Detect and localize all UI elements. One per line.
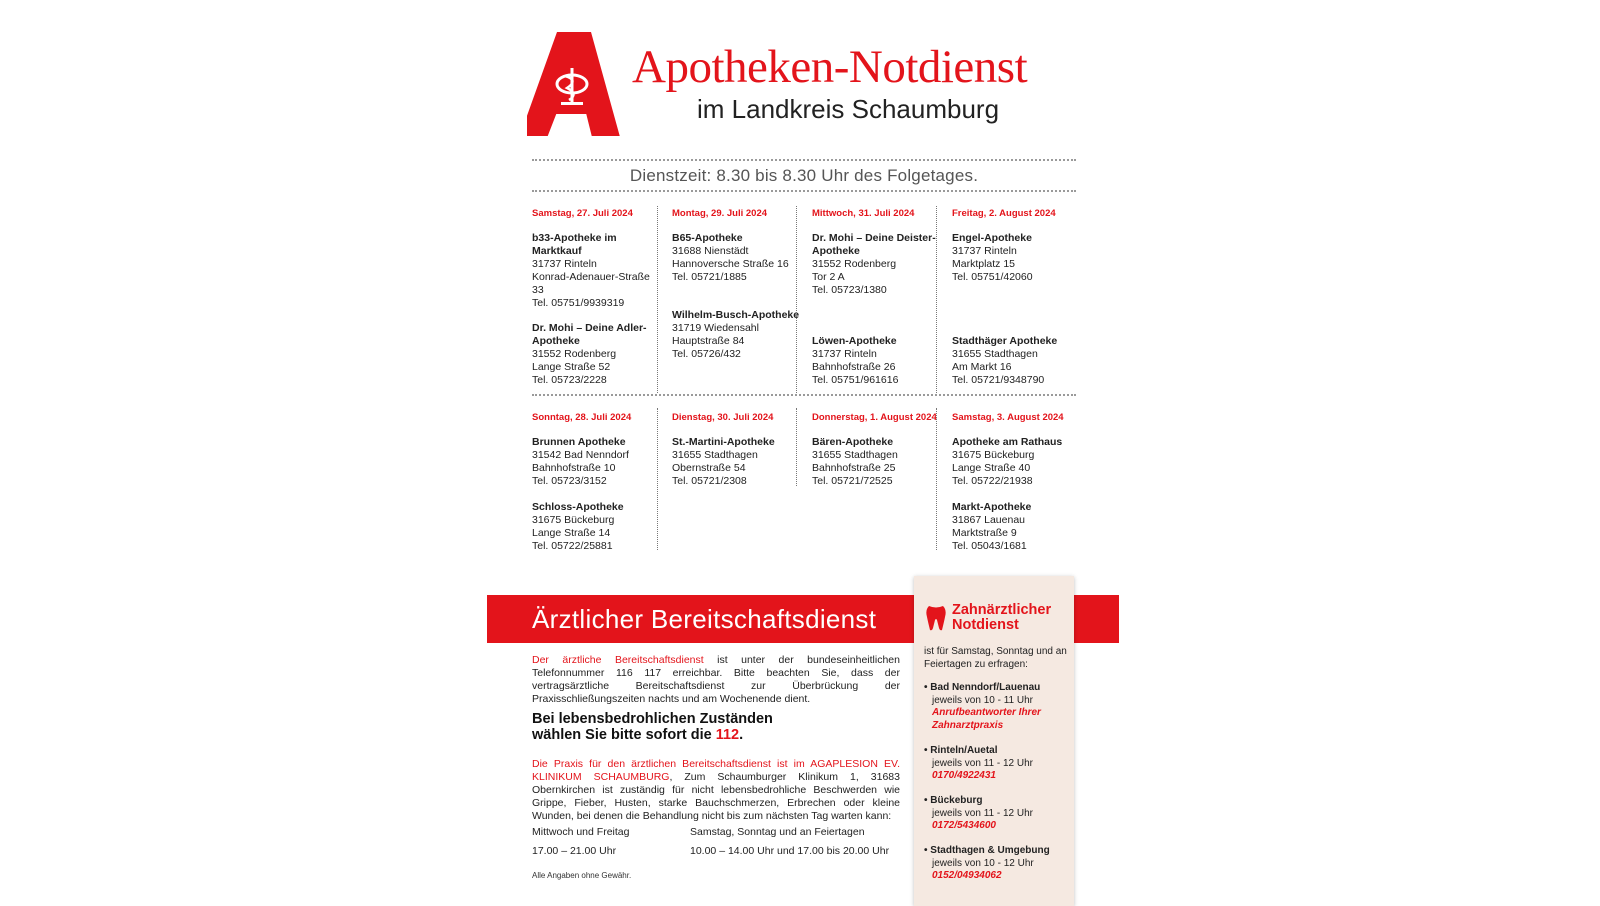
pharmacy-street: Tor 2 A	[812, 271, 845, 283]
pharmacy-logo-icon	[527, 32, 627, 136]
day-column	[672, 411, 804, 500]
day-heading: Donnerstag, 1. August 2024	[812, 412, 937, 423]
day-heading: Mittwoch, 31. Juli 2024	[812, 208, 915, 219]
dental-title-line: Notdienst	[952, 617, 1019, 633]
pharmacy-street: Hauptstraße 84	[672, 335, 745, 347]
dental-time: jeweils von 11 - 12 Uhr	[932, 757, 1033, 769]
pharmacy-city: 31552 Rodenberg	[812, 258, 897, 270]
pharmacy-city: 31719 Wiedensahl	[672, 322, 759, 334]
hours-value: 10.00 – 14.00 Uhr und 17.00 bis 20.00 Uhr	[690, 845, 890, 857]
column-divider	[796, 206, 797, 393]
dental-time: jeweils von 10 - 11 Uhr	[932, 694, 1033, 706]
pharmacy-street: Marktplatz 15	[952, 258, 1016, 270]
dental-region: • Stadthagen & Umgebung	[924, 845, 1050, 856]
pharmacy-city: 31655 Stadthagen	[812, 449, 898, 461]
hours-value: 17.00 – 21.00 Uhr	[532, 845, 617, 857]
divider	[532, 159, 1076, 161]
pharmacy-name: Schloss-Apotheke	[532, 501, 624, 513]
pharmacy-city: 31655 Stadthagen	[952, 348, 1038, 360]
pharmacy-street: Bahnhofstraße 26	[812, 361, 896, 373]
emergency-punctuation: .	[739, 727, 744, 743]
emergency-notice	[532, 711, 902, 743]
pharmacy-entry	[532, 501, 664, 553]
pharmacy-street: Hannoversche Straße 16	[672, 258, 789, 270]
pharmacy-name: Brunnen Apotheke	[532, 436, 626, 448]
pharmacy-name: B65-Apotheke	[672, 232, 743, 244]
dental-title	[952, 603, 1051, 633]
dental-time: jeweils von 11 - 12 Uhr	[932, 807, 1033, 819]
day-heading: Freitag, 2. August 2024	[952, 208, 1056, 219]
notice-lead: Der ärztliche Bereitschaftsdienst	[532, 654, 704, 666]
day-heading: Montag, 29. Juli 2024	[672, 208, 768, 219]
pharmacy-street: Am Markt 16	[952, 361, 1012, 373]
pharmacy-phone: Tel. 05721/72525	[812, 475, 893, 487]
pharmacy-city: 31552 Rodenberg	[532, 348, 617, 360]
dental-title-line: Zahnärztlicher	[952, 602, 1052, 618]
day-column	[532, 207, 664, 399]
pharmacy-street: Marktstraße 9	[952, 527, 1017, 539]
day-heading: Sonntag, 28. Juli 2024	[532, 412, 632, 423]
day-heading: Samstag, 3. August 2024	[952, 412, 1064, 423]
day-column	[532, 411, 664, 565]
pharmacy-city: 31675 Bückeburg	[952, 449, 1035, 461]
pharmacy-entry	[952, 501, 1084, 553]
pharmacy-entry	[952, 232, 1084, 284]
pharmacy-street: Lange Straße 14	[532, 527, 611, 539]
pharmacy-name: Markt-Apotheke	[952, 501, 1032, 513]
dental-phone: 0152/04934062	[932, 870, 1002, 881]
day-column	[952, 411, 1084, 565]
pharmacy-phone: Tel. 05721/9348790	[952, 374, 1045, 386]
dental-region-name: Stadthagen & Umgebung	[930, 845, 1050, 856]
pharmacy-entry	[952, 436, 1084, 488]
hours-label: Mittwoch und Freitag	[532, 826, 630, 838]
pharmacy-street: Lange Straße 52	[532, 361, 611, 373]
medical-section-title: Ärztlicher Bereitschaftsdienst	[532, 604, 877, 634]
pharmacy-street: Konrad-Adenauer-Straße 33	[532, 271, 650, 296]
emergency-line: wählen Sie bitte sofort die	[532, 727, 716, 743]
column-divider	[936, 206, 937, 393]
dental-region: • Bad Nenndorf/Lauenau	[924, 682, 1041, 693]
dental-entry	[924, 845, 1072, 883]
day-column	[672, 207, 804, 373]
dental-entry	[924, 682, 1072, 732]
pharmacy-name: Engel-Apotheke	[952, 232, 1032, 244]
column-divider	[657, 206, 658, 393]
pharmacy-name: Bären-Apotheke	[812, 436, 894, 448]
emergency-line: Bei lebensbedrohlichen Zuständen	[532, 711, 773, 727]
pharmacy-phone: Tel. 05723/1380	[812, 284, 887, 296]
pharmacy-phone: Tel. 05723/2228	[532, 374, 607, 386]
pharmacy-name: Dr. Mohi – Deine Adler-Apotheke	[532, 322, 647, 347]
pharmacy-entry	[532, 322, 664, 387]
divider	[532, 190, 1076, 192]
pharmacy-city: 31867 Lauenau	[952, 514, 1025, 526]
dental-entry	[924, 795, 1072, 833]
dental-region-name: Bückeburg	[930, 795, 983, 806]
page-title: Apotheken-Notdienst	[632, 41, 1028, 93]
pharmacy-phone: Tel. 05721/1885	[672, 271, 747, 283]
pharmacy-phone: Tel. 05751/961616	[812, 374, 899, 386]
day-column	[952, 207, 1084, 399]
dental-intro: ist für Samstag, Sonntag und an Feiertagen zu erfragen:	[924, 646, 1067, 670]
pharmacy-name: Stadthäger Apotheke	[952, 335, 1058, 347]
pharmacy-street: Obernstraße 54	[672, 462, 746, 474]
practice-text: , Zum Schaumburger Klinikum 1, 31683 Obernkirchen ist zuständig für nicht lebensbedrohliche Beschwerden wie Grippe, Fieber, Husten, starke Bauchschmerzen, Erbrechen oder kleine Wunden, bei denen die Behandlung nicht bis zum nächsten Tag warten kann:	[532, 771, 900, 822]
pharmacy-city: 31737 Rinteln	[812, 348, 877, 360]
pharmacy-entry	[952, 335, 1084, 387]
dental-phone: Anrufbeantworter Ihrer Zahnarztpraxis	[932, 707, 1041, 731]
dental-region: • Rinteln/Auetal	[924, 745, 998, 756]
pharmacy-name: Dr. Mohi – Deine Deister-Apotheke	[812, 232, 936, 257]
pharmacy-city: 31675 Bückeburg	[532, 514, 615, 526]
dental-region-name: Rinteln/Auetal	[930, 745, 998, 756]
pharmacy-name: Löwen-Apotheke	[812, 335, 897, 347]
day-heading: Dienstag, 30. Juli 2024	[672, 412, 774, 423]
pharmacy-phone: Tel. 05722/25881	[532, 540, 613, 552]
pharmacy-street: Lange Straße 40	[952, 462, 1031, 474]
pharmacy-entry	[812, 232, 944, 297]
pharmacy-entry	[532, 436, 664, 488]
medical-notice	[532, 654, 900, 706]
column-divider	[936, 408, 937, 550]
dental-region-name: Bad Nenndorf/Lauenau	[930, 682, 1041, 693]
disclaimer: Alle Angaben ohne Gewähr.	[532, 871, 632, 880]
pharmacy-phone: Tel. 05721/2308	[672, 475, 747, 487]
day-heading: Samstag, 27. Juli 2024	[532, 208, 633, 219]
pharmacy-phone: Tel. 05751/9939319	[532, 297, 625, 309]
pharmacy-entry	[812, 436, 944, 488]
dental-entry	[924, 745, 1072, 783]
pharmacy-city: 31655 Stadthagen	[672, 449, 758, 461]
pharmacy-entry	[532, 232, 664, 310]
pharmacy-street: Bahnhofstraße 10	[532, 462, 616, 474]
pharmacy-phone: Tel. 05726/432	[672, 348, 741, 360]
day-column	[812, 207, 944, 399]
dental-phone: 0170/4922431	[932, 770, 996, 781]
service-time: Dienstzeit: 8.30 bis 8.30 Uhr des Folgetages.	[629, 166, 979, 185]
pharmacy-name: b33-Apotheke im Marktkauf	[532, 232, 617, 257]
page-subtitle: im Landkreis Schaumburg	[697, 94, 1000, 124]
pharmacy-name: St.-Martini-Apotheke	[672, 436, 775, 448]
practice-lead: Die Praxis für den ärztlichen Bereitschaftsdienst ist im AGAPLESION EV. KLINIKUM SCHAUMBURG	[532, 758, 900, 783]
pharmacy-phone: Tel. 05723/3152	[532, 475, 607, 487]
pharmacy-phone: Tel. 05722/21938	[952, 475, 1033, 487]
dental-phone: 0172/5434600	[932, 820, 996, 831]
pharmacy-entry	[672, 309, 804, 361]
pharmacy-city: 31688 Nienstädt	[672, 245, 749, 257]
pharmacy-entry	[672, 232, 804, 284]
pharmacy-phone: Tel. 05043/1681	[952, 540, 1027, 552]
pharmacy-entry	[672, 436, 804, 488]
practice-info	[532, 758, 900, 823]
notice-text: ist unter der bundeseinheitlichen Telefonnummer 116 117 erreichbar. Bitte beachten Sie, dass der vertragsärztliche Bereitschaftsdienst zur Überbrückung der Praxisschließungszeiten nachts und am Wochenende dient.	[532, 654, 900, 705]
pharmacy-entry	[812, 335, 944, 387]
pharmacy-city: 31737 Rinteln	[952, 245, 1017, 257]
emergency-number: 112	[715, 727, 740, 743]
row-divider	[532, 394, 1076, 396]
pharmacy-name: Apotheke am Rathaus	[952, 436, 1063, 448]
column-divider	[657, 408, 658, 550]
pharmacy-city: 31542 Bad Nenndorf	[532, 449, 629, 461]
pharmacy-name: Wilhelm-Busch-Apotheke	[672, 309, 800, 321]
tooth-icon	[926, 604, 946, 632]
day-column	[812, 411, 944, 500]
pharmacy-street: Bahnhofstraße 25	[812, 462, 896, 474]
pharmacy-phone: Tel. 05751/42060	[952, 271, 1033, 283]
column-divider	[796, 408, 797, 486]
dental-time: jeweils von 10 - 12 Uhr	[932, 857, 1034, 869]
hours-label: Samstag, Sonntag und an Feiertagen	[690, 826, 865, 838]
dental-region: • Bückeburg	[924, 795, 983, 806]
pharmacy-city: 31737 Rinteln	[532, 258, 597, 270]
